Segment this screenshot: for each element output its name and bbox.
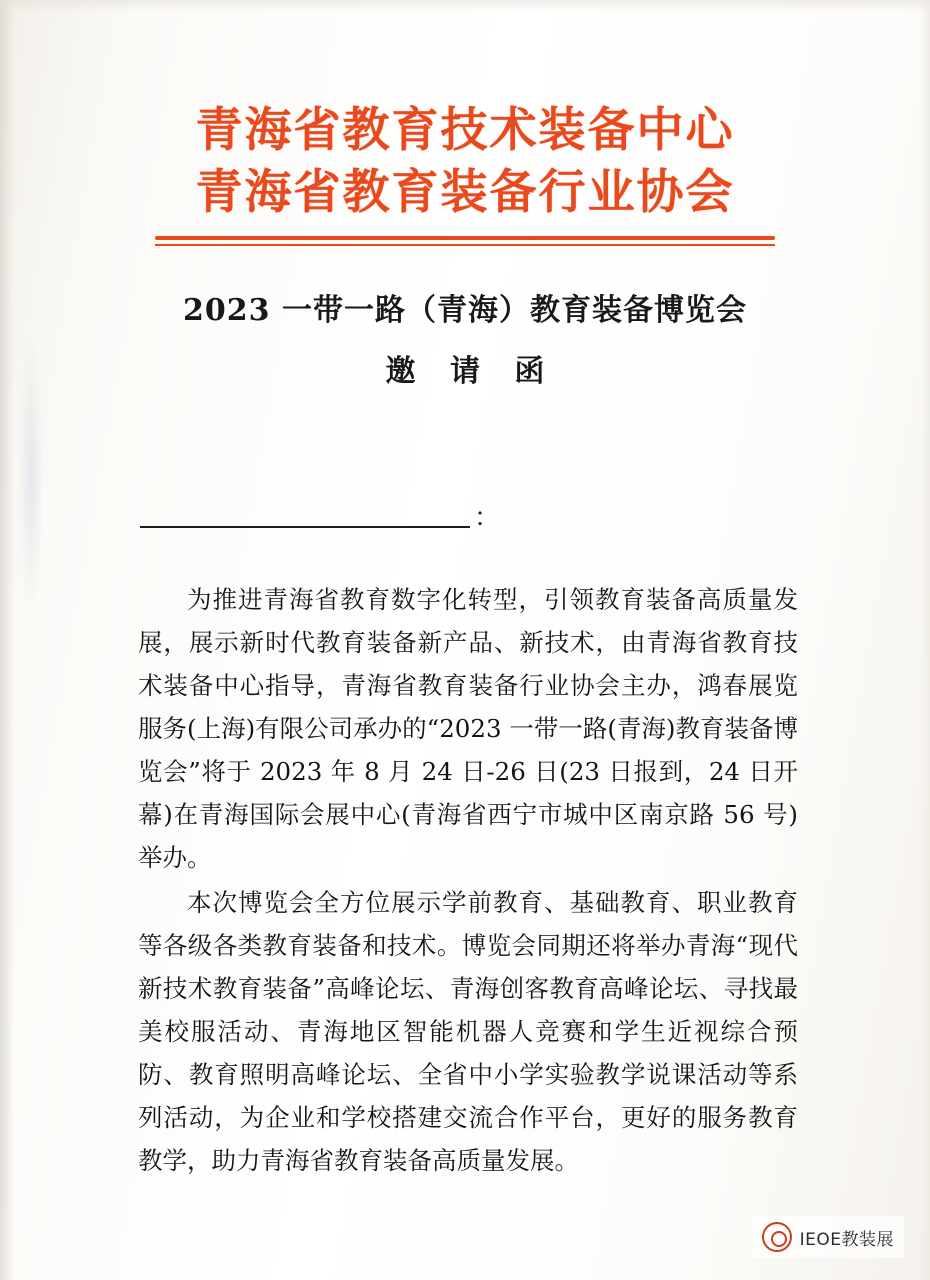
salutation-colon: ： [473, 503, 500, 533]
body-paragraph-1: 为推进青海省教育数字化转型，引领教育装备高质量发展，展示新时代教育装备新产品、新技术，由青海省教育技术装备中心指导，青海省教育装备行业协会主办，鸿春展览服务(上海)有限公司承办的“2023 一带一路(青海)教育装备博览会”将于 2023 年 8 月 24 日-26 日(23 日报到，24 日开幕)在青海国际会展中心(青海省西宁市城中区南京路 56 号)举办。 [138, 585, 798, 872]
watermark-label: IEOE教装展 [799, 1229, 894, 1250]
watermark-badge [752, 1216, 904, 1258]
letterhead [0, 100, 930, 246]
salutation-blank-field [140, 500, 470, 528]
scan-edge-shadow-top [0, 0, 930, 12]
letterhead-rule-thin [155, 244, 775, 246]
wechat-official-account-icon [762, 1222, 792, 1252]
body-paragraph-2: 本次博览会全方位展示学前教育、基础教育、职业教育等各级各类教育装备和技术。博览会同期还将举办青海“现代新技术教育装备”高峰论坛、青海创客教育高峰论坛、寻找最美校服活动、青海地区智能机器人竞赛和学生近视综合预防、教育照明高峰论坛、全省中小学实验教学说课活动等系列活动，为企业和学校搭建交流合作平台，更好的服务教育教学，助力青海省教育装备高质量发展。 [138, 888, 798, 1175]
page-title [0, 290, 930, 390]
salutation-line [140, 500, 500, 533]
document-body [138, 578, 798, 1184]
letterhead-rules [155, 236, 775, 246]
letterhead-line-1: 青海省教育技术装备中心 [195, 103, 735, 158]
letterhead-rule-thick [155, 236, 775, 240]
document-title-line-2: 邀 请 函 [385, 354, 557, 389]
letterhead-line-2: 青海省教育装备行业协会 [195, 165, 735, 221]
document-title-line-1: 2023 一带一路（青海）教育装备博览会 [183, 293, 747, 328]
